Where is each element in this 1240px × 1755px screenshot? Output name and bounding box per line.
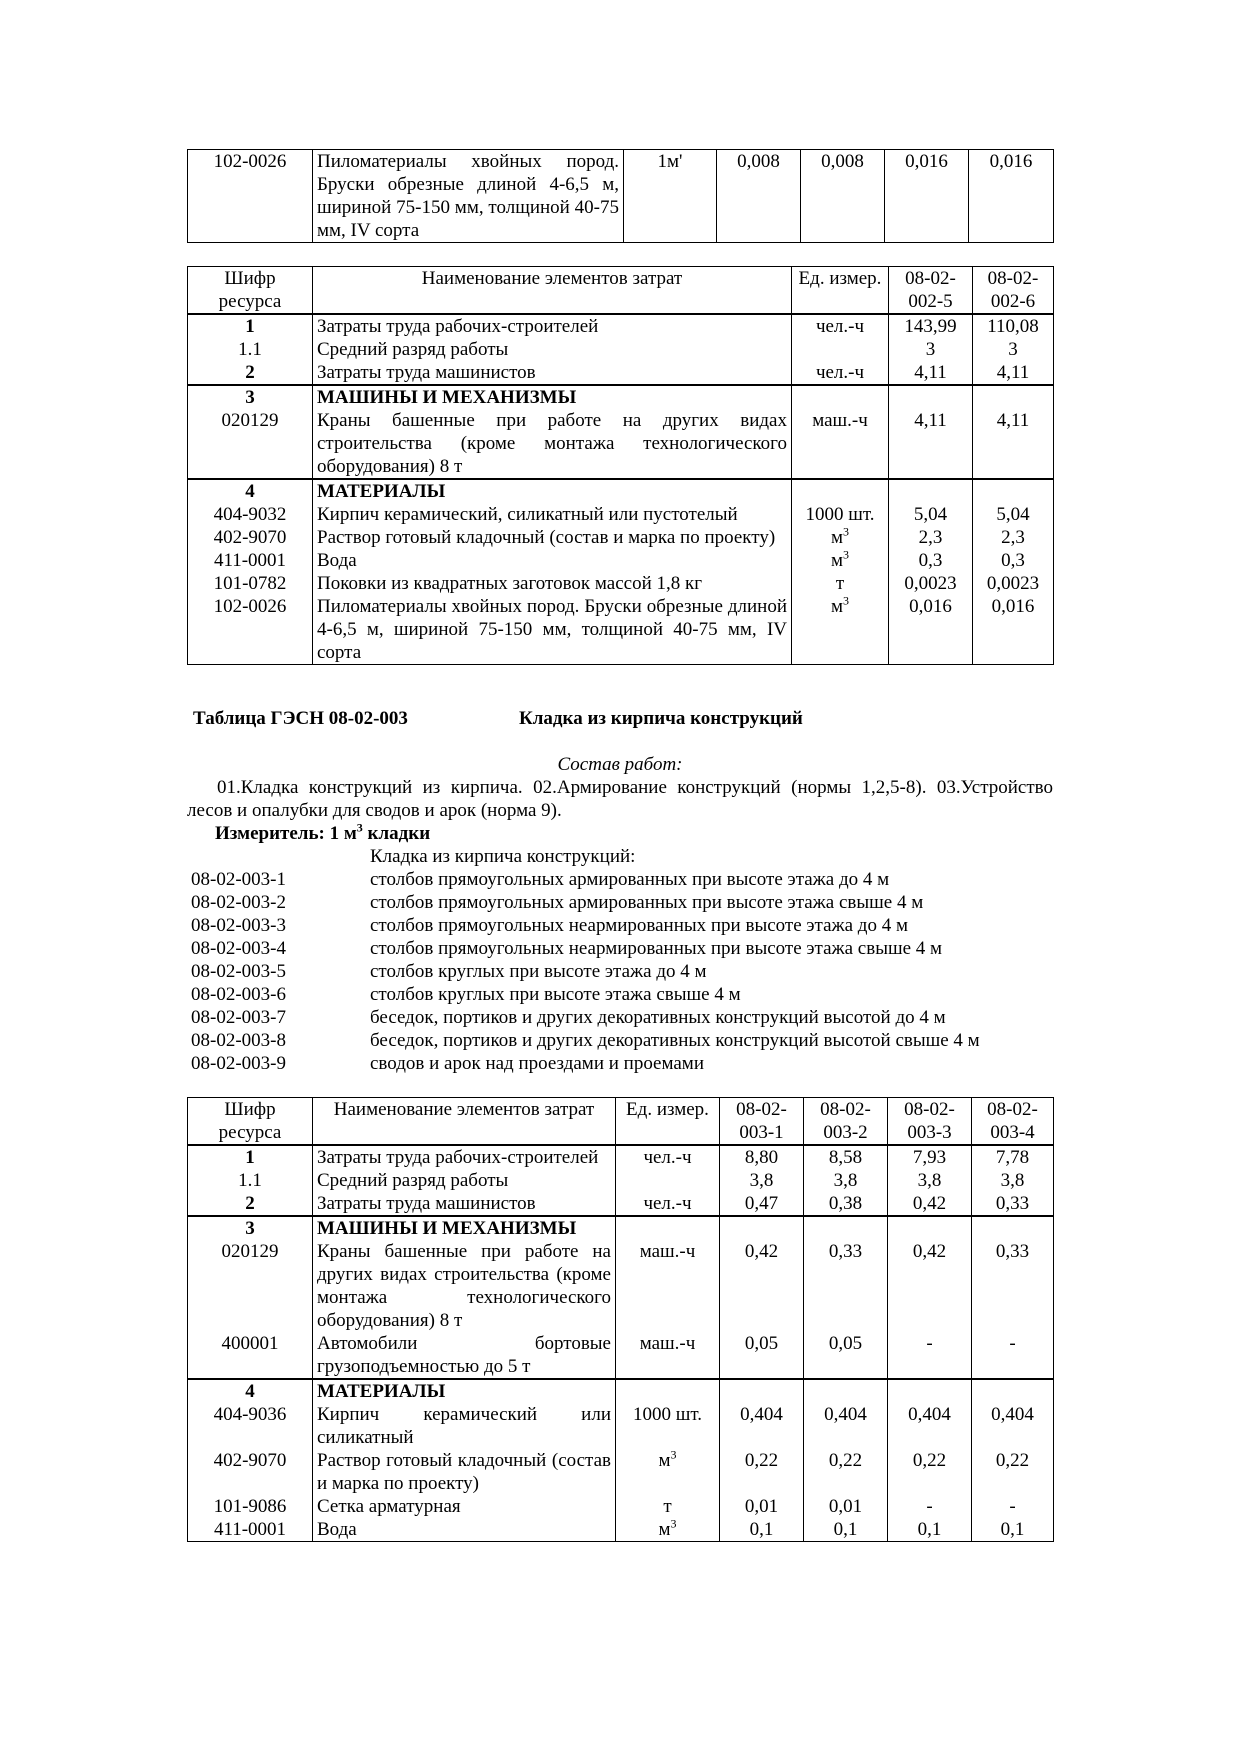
table-row <box>188 549 1054 572</box>
norm-code: 08-02-003-7 <box>191 1007 286 1028</box>
row-unit: чел.-ч <box>616 1192 720 1216</box>
row-unit: чел.-ч <box>792 314 889 338</box>
row-value-1: 3,8 <box>720 1169 804 1192</box>
row-name: Кирпич керамический или силикатный <box>313 1403 616 1449</box>
row-code: 2 <box>188 361 313 385</box>
row-code: 3 <box>188 385 313 409</box>
row-value-1: 8,80 <box>720 1145 804 1169</box>
row-value-2: 0,016 <box>973 595 1054 665</box>
row-name: Вода <box>313 1518 616 1542</box>
row-value-4: 0,33 <box>972 1192 1054 1216</box>
norm-text: столбов круглых при высоте этажа свыше 4 м <box>370 984 741 1005</box>
norm-code: 08-02-003-2 <box>191 892 286 913</box>
row-code: 404-9036 <box>188 1403 313 1449</box>
row-value-4: 0,33 <box>972 1240 1054 1332</box>
row-value-1: 0,016 <box>889 595 973 665</box>
row-name: Краны башенные при работе на других видах строительства (кроме монтажа технологического оборудования) 8 т <box>313 1240 616 1332</box>
row-unit: чел.-ч <box>792 361 889 385</box>
table-row <box>188 572 1054 595</box>
row-name: Затраты труда рабочих-строителей <box>313 314 792 338</box>
header-norm-2: 08-02-002-6 <box>973 267 1054 315</box>
row-value-2: 3,8 <box>804 1169 888 1192</box>
value-col-1: 0,008 <box>717 150 801 243</box>
row-name: Поковки из квадратных заготовок массой 1,8 кг <box>313 572 792 595</box>
row-value-2: 0,05 <box>804 1332 888 1379</box>
row-value-3: 0,42 <box>888 1240 972 1332</box>
header-norm-1: 08-02-002-5 <box>889 267 973 315</box>
row-value-1: 3 <box>889 338 973 361</box>
row-code: 402-9070 <box>188 1449 313 1495</box>
row-name: Раствор готовый кладочный (состав и марка по проекту) <box>313 1449 616 1495</box>
norm-code: 08-02-003-1 <box>191 869 286 890</box>
row-value-1: 0,42 <box>720 1240 804 1332</box>
section-title: МАТЕРИАЛЫ <box>313 479 792 503</box>
row-value-3: - <box>888 1332 972 1379</box>
row-unit: $м^3$ <box>792 526 889 549</box>
row-value-1: 0,3 <box>889 549 973 572</box>
header-norm-1: 08-02-003-1 <box>720 1098 804 1146</box>
row-unit: т <box>792 572 889 595</box>
norm-text: столбов прямоугольных неармированных при высоте этажа свыше 4 м <box>370 938 943 959</box>
row-value-4: - <box>972 1332 1054 1379</box>
header-norm-2: 08-02-003-2 <box>804 1098 888 1146</box>
row-code: 400001 <box>188 1332 313 1379</box>
top-continuation-table <box>187 149 1054 243</box>
row-code: 411-0001 <box>188 549 313 572</box>
row-unit: $м^3$ <box>616 1449 720 1495</box>
row-code: 102-0026 <box>188 595 313 665</box>
table-row <box>188 1169 1054 1192</box>
row-code: 020129 <box>188 409 313 479</box>
section-title: МАШИНЫ И МЕХАНИЗМЫ <box>313 385 792 409</box>
row-code: 404-9032 <box>188 503 313 526</box>
header-unit: Ед. измер. <box>792 267 889 315</box>
norm-code: 08-02-003-3 <box>191 915 286 936</box>
row-code: 1.1 <box>188 1169 313 1192</box>
norm-text: столбов прямоугольных армированных при высоте этажа свыше 4 м <box>370 892 924 913</box>
norm-text: столбов круглых при высоте этажа до 4 м <box>370 961 707 982</box>
header-resource-code: Шифр ресурса <box>188 267 313 315</box>
table-row <box>188 1449 1054 1495</box>
row-value-1: 2,3 <box>889 526 973 549</box>
composition-title: Состав работ: <box>557 754 683 775</box>
header-unit: Ед. измер. <box>616 1098 720 1146</box>
row-unit: $м^3$ <box>792 595 889 665</box>
row-value-4: - <box>972 1495 1054 1518</box>
row-value-2: 0,1 <box>804 1518 888 1542</box>
row-value-1: 0,1 <box>720 1518 804 1542</box>
table-row <box>188 503 1054 526</box>
row-value-1: 4,11 <box>889 361 973 385</box>
row-value-1: 0,22 <box>720 1449 804 1495</box>
table-row <box>188 1145 1054 1169</box>
table-row <box>188 1495 1054 1518</box>
row-name: Вода <box>313 549 792 572</box>
row-value-3: 0,404 <box>888 1403 972 1449</box>
row-name: Затраты труда рабочих-строителей <box>313 1145 616 1169</box>
row-value-2: 5,04 <box>973 503 1054 526</box>
row-value-1: 0,0023 <box>889 572 973 595</box>
table-row <box>188 361 1054 385</box>
row-unit <box>616 1169 720 1192</box>
row-value-2: 0,3 <box>973 549 1054 572</box>
norm-code: 08-02-003-4 <box>191 938 286 959</box>
row-value-2: 4,11 <box>973 409 1054 479</box>
table-row <box>188 1518 1054 1542</box>
table-name: Кладка из кирпича конструкций <box>519 708 803 729</box>
row-value-2: 2,3 <box>973 526 1054 549</box>
resource-code: 102-0026 <box>188 150 313 243</box>
row-name: Сетка арматурная <box>313 1495 616 1518</box>
table-row <box>188 1192 1054 1216</box>
row-name: Затраты труда машинистов <box>313 361 792 385</box>
table-row <box>188 526 1054 549</box>
table-header-row <box>188 267 1054 315</box>
row-unit <box>792 338 889 361</box>
row-value-2: 0,38 <box>804 1192 888 1216</box>
row-name: Раствор готовый кладочный (состав и марка по проекту) <box>313 526 792 549</box>
table-row <box>188 1403 1054 1449</box>
section-row-machines <box>188 385 1054 409</box>
norm-code: 08-02-003-6 <box>191 984 286 1005</box>
row-code: 1 <box>188 314 313 338</box>
header-cost-elements: Наименование элементов затрат <box>313 1098 616 1146</box>
row-value-2: 4,11 <box>973 361 1054 385</box>
row-value-1: 0,05 <box>720 1332 804 1379</box>
row-value-2: 0,404 <box>804 1403 888 1449</box>
composition-text: 01.Кладка конструкций из кирпича. 02.Армирование конструкций (нормы 1,2,5-8). 03.Устройство лесов и опалубки для сводов и арок (норма 9). <box>187 777 1053 821</box>
row-name: Кирпич керамический, силикатный или пустотелый <box>313 503 792 526</box>
section-title: МАТЕРИАЛЫ <box>313 1379 616 1403</box>
norm-text: столбов прямоугольных армированных при высоте этажа до 4 м <box>370 869 890 890</box>
row-code: 020129 <box>188 1240 313 1332</box>
section-row-machines <box>188 1216 1054 1240</box>
meter-unit: Измеритель: 1 $м^3$ кладки <box>215 820 431 844</box>
header-norm-3: 08-02-003-3 <box>888 1098 972 1146</box>
norm-text: беседок, портиков и других декоративных конструкций высотой до 4 м <box>370 1007 946 1028</box>
table-title: Таблица ГЭСН 08-02-003 <box>193 708 408 729</box>
row-unit: $м^3$ <box>792 549 889 572</box>
row-value-2: 3 <box>973 338 1054 361</box>
row-value-2: 8,58 <box>804 1145 888 1169</box>
header-norm-4: 08-02-003-4 <box>972 1098 1054 1146</box>
row-value-1: 0,404 <box>720 1403 804 1449</box>
row-name: Автомобили бортовые грузоподъемностью до 5 т <box>313 1332 616 1379</box>
row-code: 402-9070 <box>188 526 313 549</box>
resource-table-002 <box>187 266 1054 665</box>
value-col-4: 0,016 <box>969 150 1054 243</box>
row-value-1: 5,04 <box>889 503 973 526</box>
row-value-3: 0,1 <box>888 1518 972 1542</box>
header-cost-elements: Наименование элементов затрат <box>313 267 792 315</box>
row-value-4: 3,8 <box>972 1169 1054 1192</box>
row-unit: т <box>616 1495 720 1518</box>
row-value-1: 0,01 <box>720 1495 804 1518</box>
row-unit: маш.-ч <box>616 1332 720 1379</box>
norm-code: 08-02-003-5 <box>191 961 286 982</box>
row-unit: 1000 шт. <box>616 1403 720 1449</box>
row-code: 2 <box>188 1192 313 1216</box>
row-value-1: 0,47 <box>720 1192 804 1216</box>
table-row <box>188 409 1054 479</box>
row-value-4: 0,1 <box>972 1518 1054 1542</box>
table-row <box>188 595 1054 665</box>
row-code: 4 <box>188 1379 313 1403</box>
row-unit: маш.-ч <box>792 409 889 479</box>
norm-code: 08-02-003-9 <box>191 1053 286 1074</box>
row-value-2: 110,08 <box>973 314 1054 338</box>
table-row <box>188 1240 1054 1332</box>
table-row <box>188 314 1054 338</box>
table-row <box>188 1332 1054 1379</box>
section-title: МАШИНЫ И МЕХАНИЗМЫ <box>313 1216 616 1240</box>
row-code: 1 <box>188 1145 313 1169</box>
row-code: 4 <box>188 479 313 503</box>
list-header: Кладка из кирпича конструкций: <box>370 846 636 867</box>
row-value-3: - <box>888 1495 972 1518</box>
row-value-3: 0,42 <box>888 1192 972 1216</box>
header-resource-code: Шифр ресурса <box>188 1098 313 1146</box>
row-name: Краны башенные при работе на других видах строительства (кроме монтажа технологического оборудования) 8 т <box>313 409 792 479</box>
row-value-2: 0,0023 <box>973 572 1054 595</box>
row-code: 101-9086 <box>188 1495 313 1518</box>
table-row <box>188 338 1054 361</box>
row-name: Пиломатериалы хвойных пород. Бруски обрезные длиной 4-6,5 м, шириной 75-150 мм, толщиной 40-75 мм, IV сорта <box>313 595 792 665</box>
row-value-2: 0,22 <box>804 1449 888 1495</box>
row-code: 411-0001 <box>188 1518 313 1542</box>
unit: 1м' <box>624 150 717 243</box>
norm-text: столбов прямоугольных неармированных при высоте этажа до 4 м <box>370 915 909 936</box>
row-name: Затраты труда машинистов <box>313 1192 616 1216</box>
row-unit: 1000 шт. <box>792 503 889 526</box>
row-value-3: 7,93 <box>888 1145 972 1169</box>
row-value-2: 0,01 <box>804 1495 888 1518</box>
cost-element-name: Пиломатериалы хвойных пород. Бруски обрезные длиной 4-6,5 м, шириной 75-150 мм, толщиной 40-75 мм, IV сорта <box>313 150 624 243</box>
table-header-row <box>188 1098 1054 1146</box>
row-unit: чел.-ч <box>616 1145 720 1169</box>
row-value-3: 3,8 <box>888 1169 972 1192</box>
value-col-3: 0,016 <box>885 150 969 243</box>
row-name: Средний разряд работы <box>313 1169 616 1192</box>
norm-text: беседок, портиков и других декоративных конструкций высотой свыше 4 м <box>370 1030 980 1051</box>
section-row-materials <box>188 1379 1054 1403</box>
row-value-2: 0,33 <box>804 1240 888 1332</box>
row-code: 101-0782 <box>188 572 313 595</box>
section-row-materials <box>188 479 1054 503</box>
row-value-1: 4,11 <box>889 409 973 479</box>
row-code: 3 <box>188 1216 313 1240</box>
row-code: 1.1 <box>188 338 313 361</box>
row-value-3: 0,22 <box>888 1449 972 1495</box>
row-unit: $м^3$ <box>616 1518 720 1542</box>
row-name: Средний разряд работы <box>313 338 792 361</box>
row-value-4: 0,404 <box>972 1403 1054 1449</box>
row-value-4: 0,22 <box>972 1449 1054 1495</box>
value-col-2: 0,008 <box>801 150 885 243</box>
row-value-1: 143,99 <box>889 314 973 338</box>
row-value-4: 7,78 <box>972 1145 1054 1169</box>
resource-table-003 <box>187 1097 1054 1542</box>
row-unit: маш.-ч <box>616 1240 720 1332</box>
norm-text: сводов и арок над проездами и проемами <box>370 1053 705 1074</box>
norm-code: 08-02-003-8 <box>191 1030 286 1051</box>
